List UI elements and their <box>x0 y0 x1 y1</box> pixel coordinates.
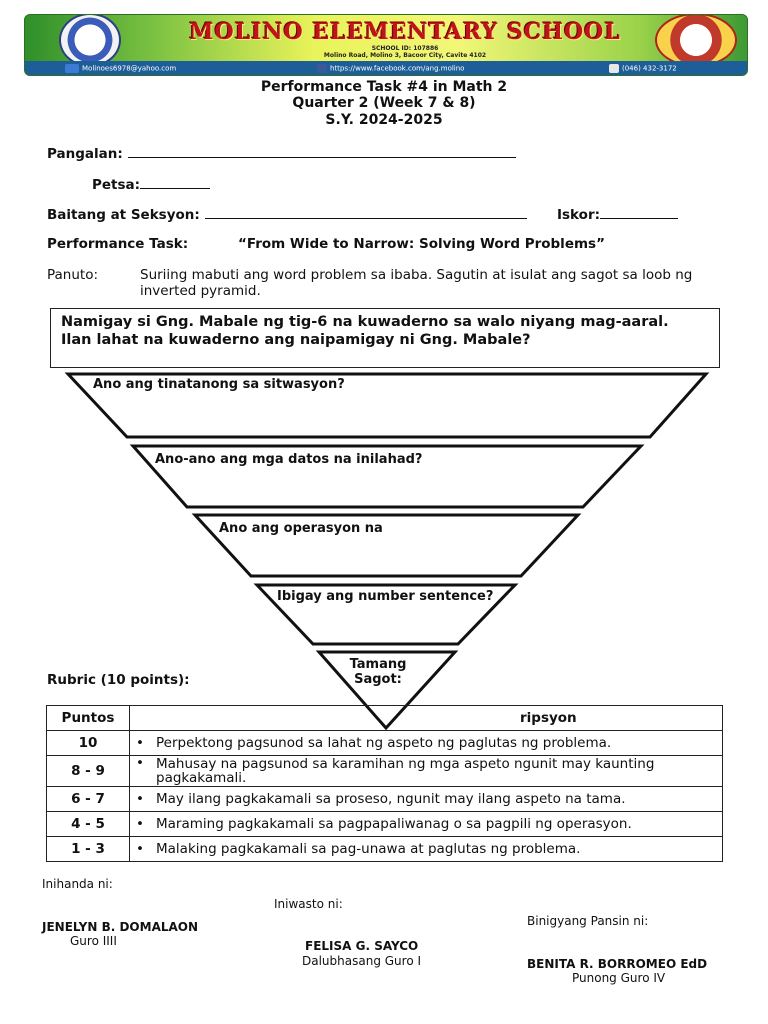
doc-title-line1: Performance Task #4 in Math 2 <box>260 79 508 95</box>
pyramid-label-3: Ano ang operasyon na <box>219 521 383 536</box>
rubric-header-desc: ripsyon <box>130 706 723 731</box>
table-row <box>47 787 723 812</box>
word-problem-line2: Ilan lahat na kuwaderno ang naipamigay ni Gng. Mabale? <box>61 332 531 348</box>
instructions-text: Suriing mabuti ang word problem sa ibaba. Sagutin at isulat ang sagot sa loob ng inverted pyramid. <box>140 267 693 299</box>
pyramid-label-1: Ano ang tinatanong sa sitwasyon? <box>93 377 345 392</box>
rubric-points: 4 - 5 <box>47 812 130 837</box>
date-label: Petsa: <box>92 177 141 193</box>
email-text: Molinoes6978@yahoo.com <box>82 64 177 73</box>
rubric-desc-cell <box>130 837 723 862</box>
rubric-points: 1 - 3 <box>47 837 130 862</box>
score-label: Iskor: <box>557 207 601 223</box>
bullet-icon: • <box>136 755 144 771</box>
rubric-desc: Perpektong pagsunod sa lahat ng aspeto ng paglutas ng problema. <box>156 735 612 751</box>
rubric-points: 6 - 7 <box>47 787 130 812</box>
doc-title-line3: S.Y. 2024-2025 <box>325 112 443 128</box>
rubric-header-row <box>47 706 723 731</box>
bullet-icon: • <box>136 791 144 807</box>
rubric-desc: Mahusay na pagsunod sa karamihan ng mga aspeto ngunit may kaunting pagkakamali. <box>156 756 655 786</box>
rubric-desc: Maraming pagkakamali sa pagpapaliwanag o sa pagpili ng operasyon. <box>156 816 632 832</box>
grade-section-label: Baitang at Seksyon: <box>47 207 200 223</box>
rubric-points: 10 <box>47 731 130 756</box>
task-label: Performance Task: <box>47 236 189 252</box>
rubric-points: 8 - 9 <box>47 756 130 787</box>
school-address: Molino Road, Molino 3, Bacoor City, Cavite 4102 <box>323 52 487 59</box>
rubric-desc-cell <box>130 756 723 787</box>
table-row <box>47 731 723 756</box>
noted-by-title: Punong Guro IV <box>572 971 666 985</box>
rubric-desc: May ilang pagkakamali sa proseso, ngunit may ilang aspeto na tama. <box>156 791 626 807</box>
table-row <box>47 837 723 862</box>
rubric-desc-cell <box>130 787 723 812</box>
school-name: MOLINO ELEMENTARY SCHOOL <box>189 19 621 45</box>
rubric-desc-cell <box>130 731 723 756</box>
noted-by-label: Binigyang Pansin ni: <box>527 914 649 928</box>
pyramid-label-5b: Sagot: <box>354 672 402 687</box>
bullet-icon: • <box>136 816 144 832</box>
word-problem-line1: Namigay si Gng. Mabale ng tig-6 na kuwaderno sa walo niyang mag-aaral. <box>61 314 669 330</box>
checked-by-name: FELISA G. SAYCO <box>305 939 419 953</box>
rubric-table <box>46 705 723 862</box>
rubric-desc-cell <box>130 812 723 837</box>
name-label: Pangalan: <box>47 146 123 162</box>
table-row <box>47 756 723 787</box>
pyramid-label-2: Ano-ano ang mga datos na inilahad? <box>155 452 423 467</box>
prepared-by-title: Guro IIII <box>70 934 117 948</box>
checked-by-title: Dalubhasang Guro I <box>302 954 422 968</box>
checked-by-label: Iniwasto ni: <box>274 897 343 911</box>
table-row <box>47 812 723 837</box>
pyramid-label-5 <box>345 657 411 687</box>
school-id: SCHOOL ID: 107886 <box>371 45 439 52</box>
bullet-icon: • <box>136 735 144 751</box>
noted-by-name: BENITA R. BORROMEO EdD <box>527 957 708 971</box>
bullet-icon: • <box>136 841 144 857</box>
pyramid-label-5a: Tamang <box>349 657 407 672</box>
facebook-text: https://www.facebook.com/ang.molino <box>330 64 465 73</box>
task-title: “From Wide to Narrow: Solving Word Problems” <box>238 236 605 252</box>
pyramid-label-4: Ibigay ang number sentence? <box>277 589 494 604</box>
doc-title-line2: Quarter 2 (Week 7 & 8) <box>292 95 476 111</box>
prepared-by-label: Inihanda ni: <box>42 877 113 891</box>
phone-text: (046) 432-3172 <box>622 64 677 73</box>
prepared-by-name: JENELYN B. DOMALAON <box>42 920 199 934</box>
rubric-desc: Malaking pagkakamali sa pag-unawa at paglutas ng problema. <box>156 841 581 857</box>
rubric-title: Rubric (10 points): <box>47 672 190 688</box>
instructions-label: Panuto: <box>47 267 99 283</box>
rubric-header-points: Puntos <box>47 706 130 731</box>
